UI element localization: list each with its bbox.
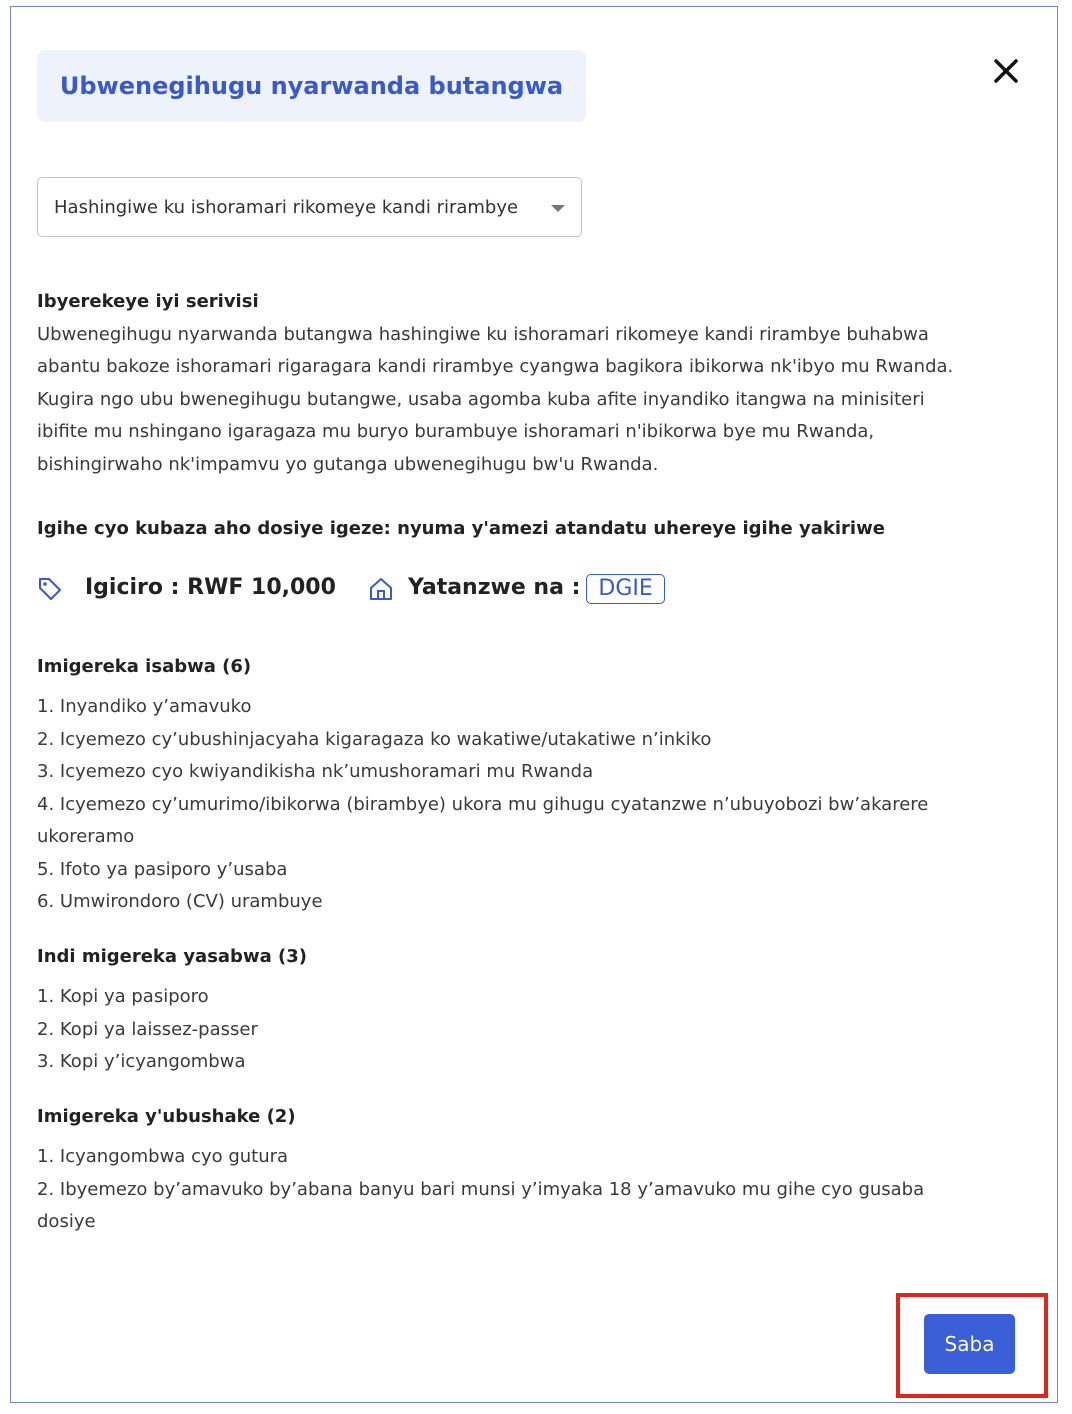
close-icon — [985, 52, 1027, 90]
close-button[interactable] — [985, 52, 1027, 90]
list-item: 3. Icyemezo cyo kwiyandikisha nk’umushoramari mu Rwanda — [37, 761, 594, 782]
optional-attachments — [37, 1101, 1027, 1239]
list-item: 2. Icyemezo cy’ubushinjacyaha kigaragaza ko wakatiwe/utakatiwe n’inkiko — [37, 728, 712, 750]
optional-heading: Imigereka y'ubushake (2) — [37, 1105, 296, 1127]
list-item: 5. Ifoto ya pasiporo y’usaba — [37, 858, 288, 880]
service-details — [37, 286, 1027, 1261]
list-item: 2. Kopi ya laissez-passer — [37, 1018, 258, 1040]
other-attachments — [37, 941, 1027, 1079]
required-attachments — [37, 651, 1027, 919]
about-line: ibifite mu nshingano igaragaza mu buryo burambuye ishoramari n'ibikorwa bye mu Rwanda, — [37, 421, 875, 442]
list-item: 1. Icyangombwa cyo gutura — [37, 1146, 289, 1167]
about-line: Ubwenegihugu nyarwanda butangwa hashingiwe ku ishoramari rikomeye kandi rirambye buhabwa — [37, 323, 929, 345]
category-select[interactable] — [37, 177, 582, 237]
home-icon — [368, 576, 394, 602]
provider-label: Yatanzwe na : — [407, 575, 581, 601]
list-item: 1. Kopi ya pasiporo — [37, 986, 209, 1007]
category-select-value: Hashingiwe ku ishoramari rikomeye kandi rirambye — [54, 196, 519, 218]
list-item: 1. Inyandiko y’amavuko — [37, 696, 252, 717]
list-item: 3. Kopi y’icyangombwa — [37, 1051, 246, 1072]
list-item: 2. Ibyemezo by’amavuko by’abana banyu bari munsi y’imyaka 18 y’amavuko mu gihe cyo gusaba — [37, 1178, 925, 1200]
modal-title: Ubwenegihugu nyarwanda butangwa — [37, 50, 586, 122]
list-item: 6. Umwirondoro (CV) urambuye — [37, 891, 323, 912]
apply-button[interactable]: Saba — [924, 1314, 1015, 1374]
about-heading: Ibyerekeye iyi serivisi — [37, 291, 259, 312]
about-line: abantu bakoze ishoramari rigaragara kandi rirambye cyangwa bagikora ibikorwa nk'ibyo mu Rwanda. — [37, 356, 954, 377]
about-description — [37, 319, 1027, 482]
list-item: 4. Icyemezo cy’umurimo/ibikorwa (birambye) ukora mu gihugu cyatanzwe n’ubuyobozi bw’akarere — [37, 793, 929, 815]
price-label: Igiciro : RWF 10,000 — [85, 575, 336, 601]
about-line: Kugira ngo ubu bwenegihugu butangwe, usaba agomba kuba afite inyandiko itangwa na minisiteri — [37, 388, 925, 410]
list-item: dosiye — [37, 1211, 96, 1232]
service-meta — [37, 569, 1027, 609]
price-tag-icon — [37, 576, 63, 602]
list-item: ukoreramo — [37, 826, 135, 847]
followup-time: Igihe cyo kubaza aho dosiye igeze: nyuma y'amezi atandatu uhereye igihe yakiriwe — [37, 518, 885, 539]
caret-down-icon — [551, 205, 565, 212]
other-heading: Indi migereka yasabwa (3) — [37, 945, 307, 967]
about-line: bishingirwaho nk'impamvu yo gutanga ubwenegihugu bw'u Rwanda. — [37, 453, 659, 475]
required-heading: Imigereka isabwa (6) — [37, 655, 252, 677]
provider-badge: DGIE — [586, 574, 664, 604]
